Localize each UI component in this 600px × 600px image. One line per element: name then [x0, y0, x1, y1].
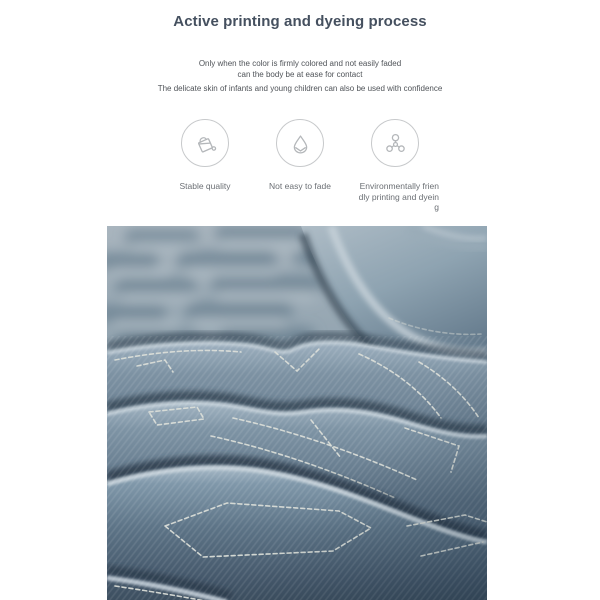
feature-label-line-2: dly printing and dyein	[358, 191, 439, 202]
molecule-icon	[380, 128, 411, 159]
feature-not-easy-to-fade	[253, 119, 348, 213]
feature-label-line-3: g	[434, 202, 439, 212]
feature-label: Not easy to fade	[269, 181, 331, 191]
intro-line-3: The delicate skin of infants and young children can also be used with confidence	[157, 84, 443, 93]
intro-line-1: Only when the color is firmly colored and not easily faded	[198, 59, 402, 68]
feature-label	[351, 181, 439, 213]
shopping-bag-icon	[190, 128, 221, 159]
icon-circle	[371, 119, 419, 167]
icon-circle	[276, 119, 324, 167]
feature-list	[0, 119, 600, 213]
intro-paragraph-1	[0, 59, 600, 80]
feature-environmentally-friendly	[348, 119, 443, 213]
feature-label: Stable quality	[179, 181, 231, 191]
intro-line-2: can the body be at ease for contact	[237, 69, 363, 79]
feature-stable-quality	[158, 119, 253, 213]
feature-label-line-1: Environmentally frien	[359, 181, 439, 191]
fabric-corner-shade	[107, 226, 487, 600]
water-drop-icon	[285, 128, 316, 159]
quilted-fabric-image	[107, 226, 487, 600]
icon-circle	[181, 119, 229, 167]
page-title: Active printing and dyeing process	[173, 13, 427, 30]
intro-paragraph-2	[0, 84, 600, 95]
product-photo	[107, 226, 487, 600]
